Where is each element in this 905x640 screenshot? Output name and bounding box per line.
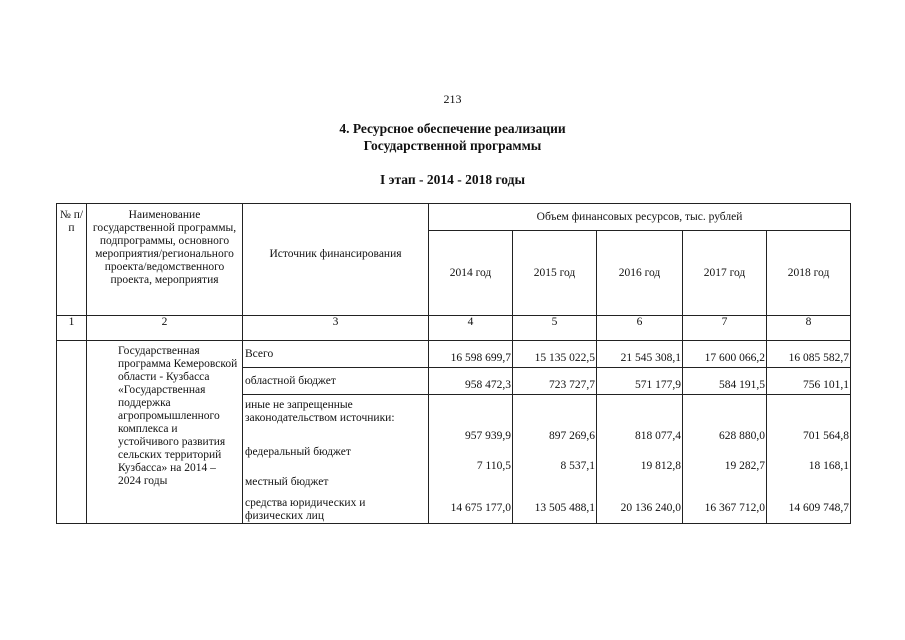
value-column-2016 (597, 395, 683, 524)
column-number: 4 (429, 316, 513, 341)
value-column-2015 (513, 395, 597, 524)
program-num-cell (57, 341, 87, 524)
other-sources-cell (243, 395, 429, 524)
value-cell: 13 505 488,1 (534, 502, 595, 514)
column-number: 7 (683, 316, 767, 341)
column-number: 1 (57, 316, 87, 341)
value-cell: 8 537,1 (560, 460, 595, 472)
header-year-2018: 2018 год (767, 231, 851, 316)
table-row-total (57, 341, 851, 368)
source-label: иные не запрещенные законодательством источники: (245, 399, 395, 424)
header-year-2015: 2015 год (513, 231, 597, 316)
value-cell: 16 367 712,0 (704, 502, 765, 514)
value-cell: 701 564,8 (803, 430, 850, 442)
value-cell: 756 101,1 (767, 368, 851, 395)
source-label: средства юридических и физических лиц (245, 497, 366, 522)
header-num: № п/п (57, 204, 87, 316)
section-title (0, 120, 905, 154)
header-volume: Объем финансовых ресурсов, тыс. рублей (429, 204, 851, 231)
page-number: 213 (443, 92, 462, 106)
value-cell: 16 598 699,7 (429, 341, 513, 368)
value-cell: 15 135 022,5 (513, 341, 597, 368)
value-column-2018 (767, 395, 851, 524)
column-number: 6 (597, 316, 683, 341)
section-title-line-2: Государственной программы (363, 138, 542, 153)
header-year-2016: 2016 год (597, 231, 683, 316)
source-label: Всего (243, 341, 429, 368)
header-year-2014: 2014 год (429, 231, 513, 316)
value-cell: 14 609 748,7 (788, 502, 850, 514)
header-year-2017: 2017 год (683, 231, 767, 316)
value-cell: 818 077,4 (635, 430, 681, 442)
source-label: федеральный бюджет (245, 446, 351, 458)
source-label: местный бюджет (245, 476, 329, 488)
resource-table (56, 203, 851, 524)
column-number: 8 (767, 316, 851, 341)
value-cell: 584 191,5 (683, 368, 767, 395)
section-title-line-1: 4. Ресурсное обеспечение реализации (339, 121, 566, 136)
value-cell: 14 675 177,0 (450, 502, 511, 514)
value-cell: 957 939,9 (465, 430, 511, 442)
value-cell: 7 110,5 (476, 460, 511, 472)
stage-title: I этап - 2014 - 2018 годы (380, 172, 525, 187)
column-number: 2 (87, 316, 243, 341)
value-cell: 19 282,7 (724, 460, 765, 472)
header-source: Источник финансирования (243, 204, 429, 316)
value-cell: 723 727,7 (513, 368, 597, 395)
value-cell: 628 880,0 (719, 430, 765, 442)
header-name: Наименование государственной программы, подпрограммы, основного мероприятия/регионального проекта/ведомственного проекта, мероприятия (87, 204, 243, 316)
column-number: 5 (513, 316, 597, 341)
column-number: 3 (243, 316, 429, 341)
source-label: областной бюджет (243, 368, 429, 395)
column-number-row (57, 316, 851, 341)
value-cell: 16 085 582,7 (767, 341, 851, 368)
value-cell: 19 812,8 (640, 460, 681, 472)
value-cell: 571 177,9 (597, 368, 683, 395)
value-cell: 18 168,1 (808, 460, 850, 472)
value-cell: 21 545 308,1 (597, 341, 683, 368)
value-cell: 897 269,6 (549, 430, 595, 442)
header-row-1 (57, 204, 851, 231)
value-cell: 17 600 066,2 (683, 341, 767, 368)
value-column-2017 (683, 395, 767, 524)
value-cell: 958 472,3 (429, 368, 513, 395)
value-cell: 20 136 240,0 (620, 502, 681, 514)
program-name: Государственная программа Кемеровской области - Кузбасса «Государственная поддержка агропромышленного комплекса и устойчивого развития сельских территорий Кузбасса» на 2014 – 2024 годы (87, 341, 243, 524)
value-column-2014 (429, 395, 513, 524)
